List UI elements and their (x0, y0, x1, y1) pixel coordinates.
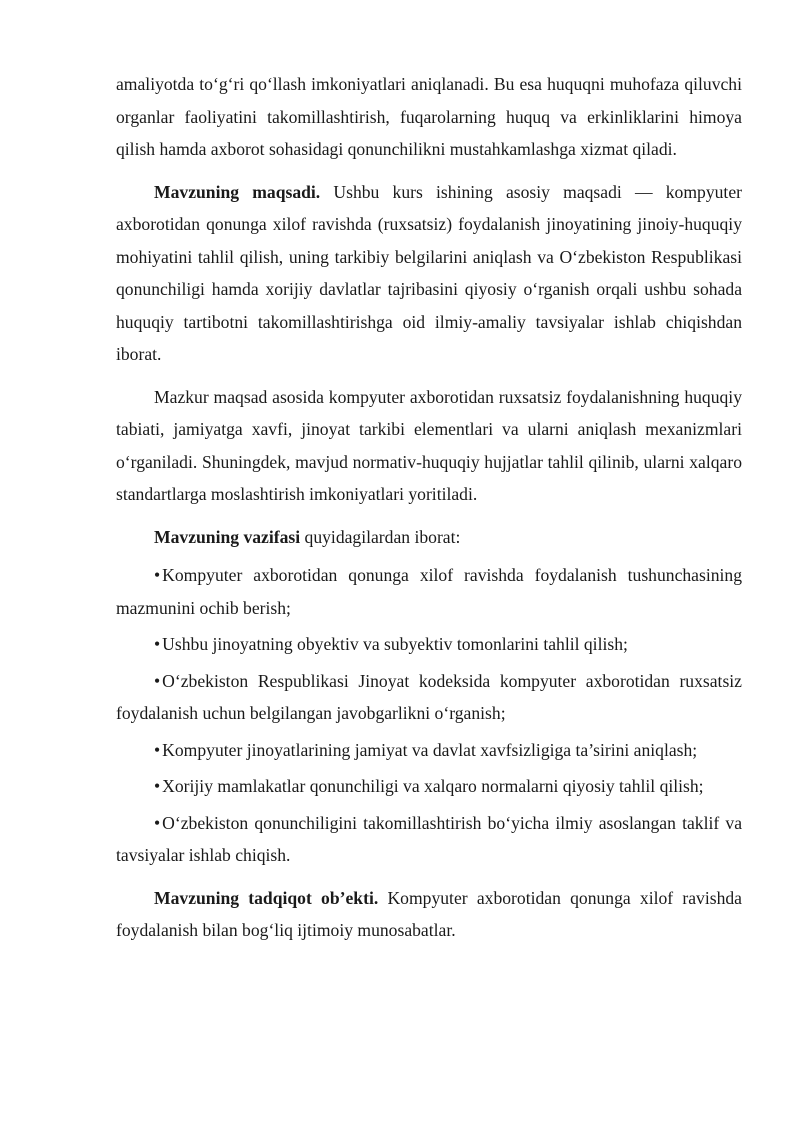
bullet-icon: • (154, 634, 161, 654)
bullet-icon: • (154, 776, 161, 796)
task-text: Xorijiy mamlakatlar qonunchiligi va xalqaro normalarni qiyosiy tahlil qilish; (162, 776, 704, 796)
object-paragraph (116, 882, 742, 947)
bullet-icon: • (154, 670, 161, 691)
task-text: O‘zbekiston qonunchiligini takomillashtirish bo‘yicha ilmiy asoslangan taklif va tavsiyalar ishlab chiqish. (116, 812, 742, 865)
task-text: O‘zbekiston Respublikasi Jinoyat kodeksida kompyuter axborotidan ruxsatsiz foydalanish uchun belgilangan javobgarlikni o‘rganish; (116, 670, 742, 723)
goal-title: Mavzuning maqsadi. (154, 181, 321, 202)
task-text: Kompyuter axborotidan qonunga xilof ravishda foydalanish tushunchasining mazmunini ochib berish; (116, 565, 742, 618)
tasks-title: Mavzuning vazifasi (154, 526, 301, 547)
task-item (116, 665, 742, 730)
task-item (116, 734, 742, 767)
goal-text: Ushbu kurs ishining asosiy maqsadi — kompyuter axborotidan qonunga xilof ravishda (ruxsatsiz) foydalanish jinoyatining jinoiy-huquqiy mohiyatini tahlil qilish, uning tarkibiy belgilarini aniqlash va O‘zbekiston Respublikasi qonunchiligi hamda xorijiy davlatlar tajribasini qiyosiy o‘rganish orqali ushbu sohada huquqiy tartibotni takomillashtirishga oid ilmiy-amaliy tavsiyalar ishlab chiqishdan iborat. (116, 181, 742, 364)
task-item (116, 628, 742, 661)
task-item (116, 559, 742, 624)
document-page (116, 68, 742, 947)
tasks-list (116, 559, 742, 872)
tasks-heading-paragraph (116, 521, 742, 554)
bullet-icon: • (154, 812, 161, 833)
tasks-text: quyidagilardan iborat: (300, 526, 461, 547)
bullet-icon: • (154, 739, 161, 760)
intro-paragraph: amaliyotda to‘g‘ri qo‘llash imkoniyatlari aniqlanadi. Bu esa huquqni muhofaza qiluvchi organlar faoliyatini takomillashtirish, fuqarolarning huquq va erkinliklarini himoya qilish hamda axborot sohasidagi qonunchilikni mustahkamlashga xizmat qiladi. (116, 74, 742, 159)
object-title: Mavzuning tadqiqot ob’ekti. (154, 887, 379, 908)
task-item (116, 807, 742, 872)
bullet-icon: • (154, 565, 161, 585)
task-text: Ushbu jinoyatning obyektiv va subyektiv tomonlarini tahlil qilish; (162, 634, 628, 654)
goal-paragraph (116, 176, 742, 371)
goal-detail-paragraph: Mazkur maqsad asosida kompyuter axborotidan ruxsatsiz foydalanishning huquqiy tabiati, jamiyatga xavfi, jinoyat tarkibi elementlari va ularni aniqlash mexanizmlari o‘rganiladi. Shuningdek, mavjud normativ-huquqiy hujjatlar tahlil qilinib, ularni xalqaro standartlarga moslashtirish imkoniyatlari yoritiladi. (116, 386, 742, 504)
task-item (116, 770, 742, 803)
object-text: Kompyuter axborotidan qonunga xilof ravishda foydalanish bilan bog‘liq ijtimoiy munosabatlar. (116, 887, 742, 940)
task-text: Kompyuter jinoyatlarining jamiyat va davlat xavfsizligiga ta’sirini aniqlash; (162, 739, 698, 760)
